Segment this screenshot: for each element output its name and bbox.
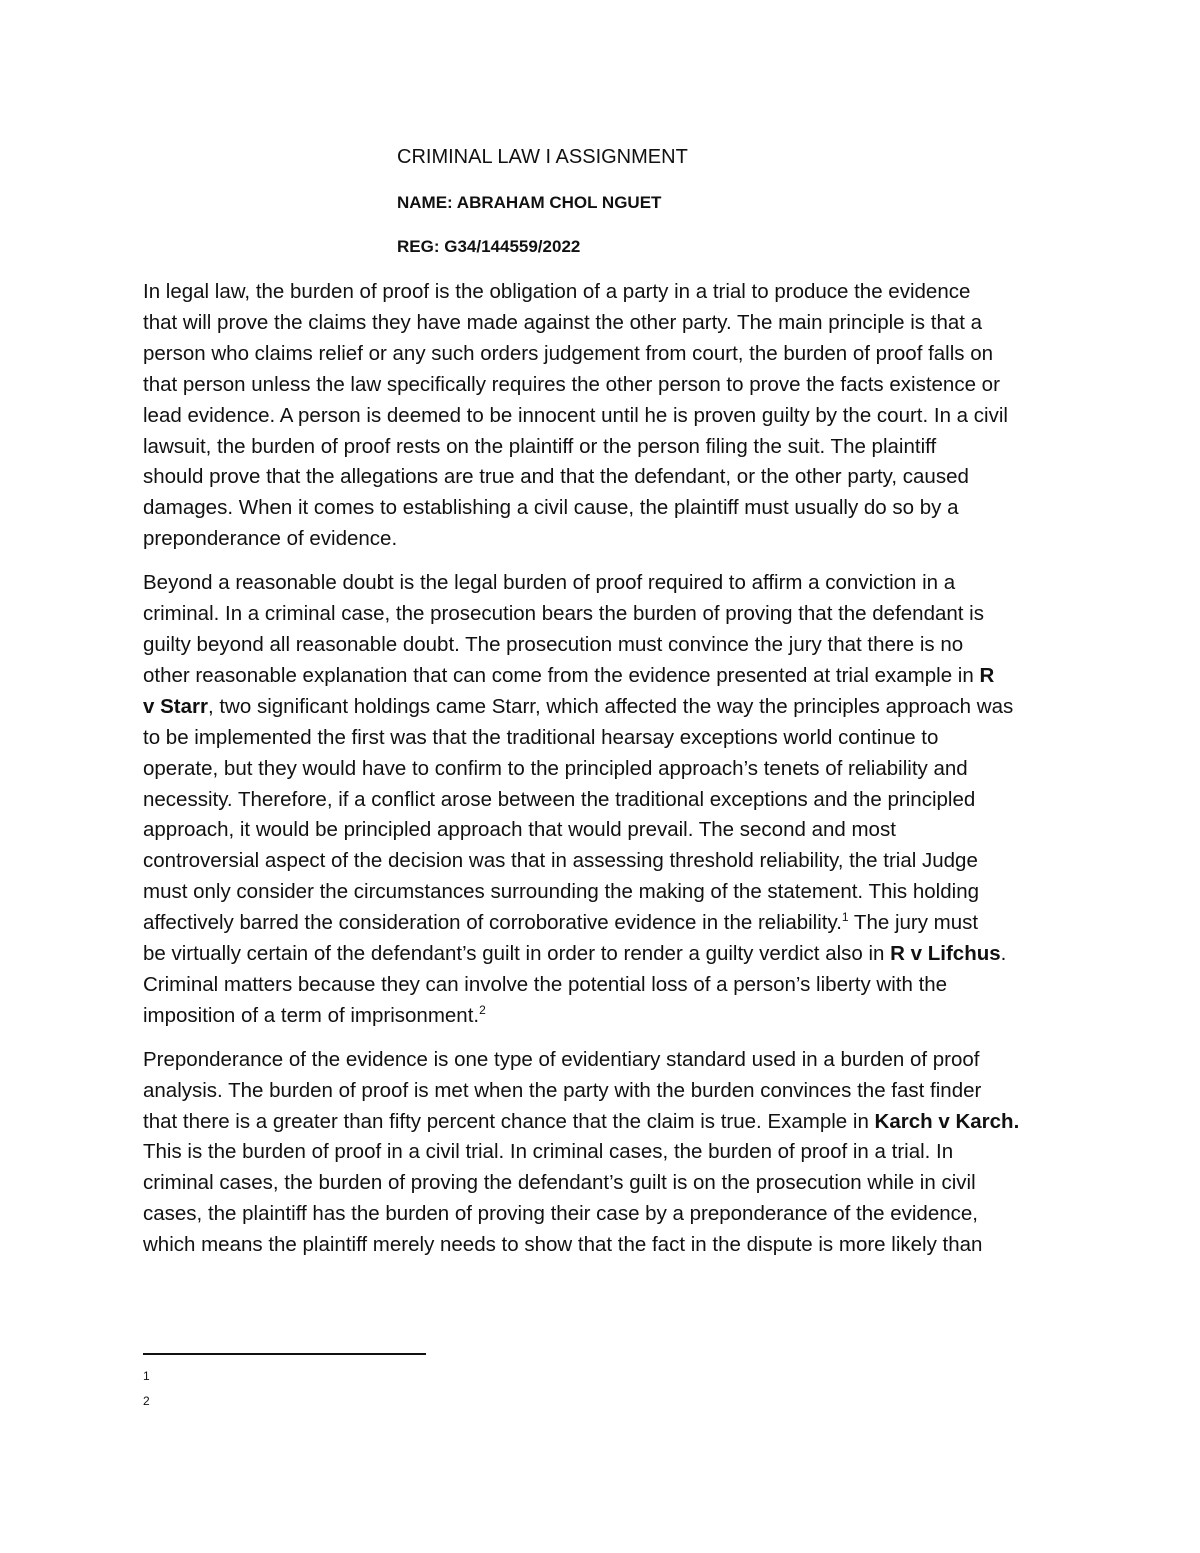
case-name-r-v-starr-part2: v Starr [143,694,208,718]
text-line: Criminal matters because they can involve the potential loss of a person’s liberty with the [143,972,948,996]
line-text: be virtually certain of the defendant’s guilt in order to render a guilty verdict also in [143,942,891,966]
text-line: Preponderance of the evidence is one type of evidentiary standard used in a burden of proof [143,1047,980,1071]
footnote-ref-1[interactable]: 1 [841,910,849,925]
text-line: necessity. Therefore, if a conflict arose between the traditional exceptions and the principled [143,787,976,811]
text-line: criminal. In a criminal case, the prosecution bears the burden of proving that the defendant is [143,602,984,626]
text-line: damages. When it comes to establishing a civil cause, the plaintiff must usually do so by a [143,496,959,520]
line-text: The jury must [848,911,979,935]
text-line: person who claims relief or any such orders judgement from court, the burden of proof falls on [143,341,994,365]
text-line: guilty beyond all reasonable doubt. The prosecution must convince the jury that there is no [143,632,964,656]
case-name-r-v-lifchus: R v Lifchus [890,942,1001,966]
footnote-separator [143,1353,426,1355]
footnote-2: 2 [143,1394,150,1408]
document-body [143,277,1073,1274]
text-line [143,939,1073,970]
document-header [397,143,957,279]
text-line: must only consider the circumstances surrounding the making of the statement. This holding [143,880,979,904]
line-text: affectively barred the consideration of corroborative evidence in the reliability. [143,911,842,935]
text-line: This is the burden of proof in a civil trial. In criminal cases, the burden of proof in a trial. In [143,1140,954,1164]
paragraph-3 [143,1045,1073,1261]
text-line [143,908,1073,939]
line-text: . [1013,1109,1020,1133]
text-line: In legal law, the burden of proof is the obligation of a party in a trial to produce the evidence [143,280,971,303]
text-line [143,1107,1073,1138]
text-line: criminal cases, the burden of proving the defendant’s guilt is on the prosecution while in civil [143,1171,976,1195]
line-text: other reasonable explanation that can come from the evidence presented at trial example in [143,663,980,687]
footnote-ref-2[interactable]: 2 [479,1002,486,1017]
line-text: imposition of a term of imprisonment. [143,1003,480,1027]
text-line: which means the plaintiff merely needs to show that the fact in the dispute is more likely than [143,1233,983,1257]
footnotes [143,1364,150,1414]
text-line [143,692,1073,723]
text-line: that will prove the claims they have made against the other party. The main principle is that a [143,310,983,334]
case-name-r-v-starr-part1: R [979,663,995,687]
text-line [143,1001,1073,1032]
paragraph-1 [143,277,1073,555]
text-line: approach, it would be principled approach that would prevail. The second and most [143,818,896,842]
student-name: NAME: ABRAHAM CHOL NGUET [397,193,662,212]
paragraph-2 [143,568,1073,1032]
line-text: , two significant holdings came Starr, which affected the way the principles approach was [207,694,1014,718]
document-title: CRIMINAL LAW I ASSIGNMENT [397,146,688,168]
text-line: that person unless the law specifically requires the other person to prove the facts existence or [143,372,1000,396]
text-line: operate, but they would have to confirm to the principled approach’s tenets of reliability and [143,756,968,780]
case-name-karch-v-karch: Karch v Karch [874,1109,1014,1133]
line-text: . [1000,942,1007,966]
text-line: should prove that the allegations are true and that the defendant, or the other party, caused [143,465,969,489]
text-line: to be implemented the first was that the traditional hearsay exceptions world continue to [143,725,939,749]
text-line: lead evidence. A person is deemed to be innocent until he is proven guilty by the court. In a civil [143,403,1008,427]
text-line: Beyond a reasonable doubt is the legal burden of proof required to affirm a conviction in a [143,571,956,595]
registration-number: REG: G34/144559/2022 [397,237,581,256]
text-line: cases, the plaintiff has the burden of proving their case by a preponderance of the evidence, [143,1202,978,1226]
line-text: that there is a greater than fifty percent chance that the claim is true. Example in [143,1109,875,1133]
text-line: lawsuit, the burden of proof rests on the plaintiff or the person filing the suit. The plaintiff [143,434,937,458]
text-line [143,661,1073,692]
text-line: controversial aspect of the decision was that in assessing threshold reliability, the trial Judge [143,849,978,873]
text-line: preponderance of evidence. [143,527,398,551]
footnote-1: 1 [143,1369,150,1383]
text-line: analysis. The burden of proof is met when the party with the burden convinces the fast finder [143,1078,982,1102]
